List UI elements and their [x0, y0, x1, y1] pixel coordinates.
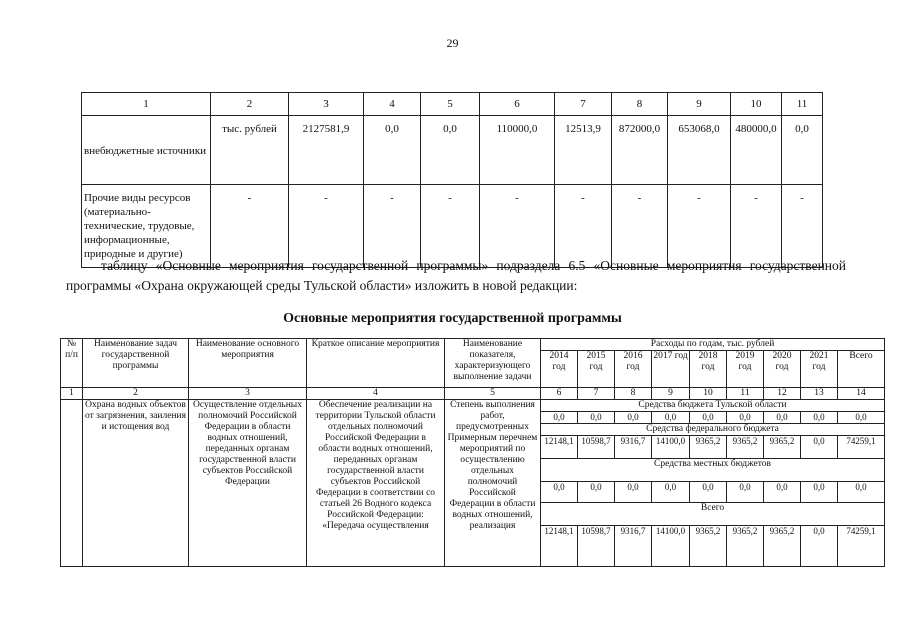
cell: 0,0: [364, 116, 421, 185]
cell: -: [668, 185, 731, 268]
value-cell: 74259,1: [838, 436, 885, 459]
budget-section-label: [61, 400, 885, 412]
year-header: 2016 год: [615, 351, 652, 388]
value-cell: 0,0: [652, 482, 690, 503]
value-cell: 9365,2: [764, 436, 801, 459]
value-cell: 0,0: [615, 412, 652, 424]
col-number: 11: [727, 388, 764, 400]
column-numbers-row: [61, 388, 885, 400]
year-header: 2014 год: [541, 351, 578, 388]
value-cell: 9365,2: [727, 526, 764, 567]
value-cell: 0,0: [541, 482, 578, 503]
section-title: Всего: [541, 503, 885, 526]
cell: 480000,0: [731, 116, 782, 185]
row-label: внебюджетные источники: [82, 116, 211, 185]
table-row: [82, 116, 823, 185]
value-cell: 9316,7: [615, 436, 652, 459]
year-header: 2019 год: [727, 351, 764, 388]
year-header: 2020 год: [764, 351, 801, 388]
cell: -: [782, 185, 823, 268]
value-cell: 10598,7: [578, 436, 615, 459]
col-number: 2: [83, 388, 189, 400]
instruction-paragraph: [66, 256, 846, 296]
cell: 110000,0: [480, 116, 555, 185]
col-number: 7: [578, 388, 615, 400]
value-cell: 0,0: [541, 412, 578, 424]
cell: 2127581,9: [289, 116, 364, 185]
col-number: 13: [801, 388, 838, 400]
value-cell: 0,0: [838, 482, 885, 503]
cell: -: [731, 185, 782, 268]
value-cell: 0,0: [578, 412, 615, 424]
section-title: Средства местных бюджетов: [541, 459, 885, 482]
header-cell: 6: [480, 93, 555, 116]
header-event: Наименование основного мероприятия: [189, 339, 307, 388]
header-cell: 10: [731, 93, 782, 116]
header-cell: 5: [421, 93, 480, 116]
cell: 653068,0: [668, 116, 731, 185]
value-cell: 0,0: [615, 482, 652, 503]
value-cell: 0,0: [690, 482, 727, 503]
value-cell: 0,0: [690, 412, 727, 424]
header-tasks: Наименование задач государственной программы: [83, 339, 189, 388]
col-number: 6: [541, 388, 578, 400]
cell: -: [364, 185, 421, 268]
value-cell: 9365,2: [764, 526, 801, 567]
header-cell: 4: [364, 93, 421, 116]
task-cell: Охрана водных объектов от загрязнения, заиления и истощения вод: [83, 400, 189, 567]
row-number: [61, 400, 83, 567]
cell: 0,0: [421, 116, 480, 185]
value-cell: 0,0: [764, 412, 801, 424]
value-cell: 14100,0: [652, 526, 690, 567]
col-number: 4: [307, 388, 445, 400]
description-cell: Обеспечение реализации на территории Тульской области отдельных полномочий Российской Федерации в области водных отношений, переданных органам государственной власти субъектов Российской Федерации в соответствии со статьей 26 Водного кодекса Российской Федерации: «Передача осуществления: [307, 400, 445, 567]
table-header-row: [82, 93, 823, 116]
main-events-table: [60, 338, 885, 567]
col-number: 14: [838, 388, 885, 400]
header-cell: 3: [289, 93, 364, 116]
cell: -: [612, 185, 668, 268]
value-cell: 74259,1: [838, 526, 885, 567]
table-header-row: [61, 339, 885, 351]
value-cell: 0,0: [727, 482, 764, 503]
value-cell: 9316,7: [615, 526, 652, 567]
header-desc: Краткое описание мероприятия: [307, 339, 445, 388]
col-number: 3: [189, 388, 307, 400]
section-title: Средства федерального бюджета: [541, 424, 885, 436]
cell: 0,0: [782, 116, 823, 185]
page-number: 29: [446, 36, 459, 50]
event-cell: Осуществление отдельных полномочий Российской Федерации в области водных отношений, переданных органам государственной власти субъектов Российской Федерации: [189, 400, 307, 567]
cell: тыс. рублей: [211, 116, 289, 185]
value-cell: 9365,2: [690, 526, 727, 567]
table-title: Основные мероприятия государственной программы: [283, 311, 622, 326]
header-cell: 8: [612, 93, 668, 116]
value-cell: 14100,0: [652, 436, 690, 459]
value-cell: 0,0: [727, 412, 764, 424]
row-label: Прочие виды ресурсов (материально-технические, трудовые, информационные, природные и другие): [82, 185, 211, 268]
year-header: 2018 год: [690, 351, 727, 388]
value-cell: 12148,1: [541, 526, 578, 567]
cell: -: [421, 185, 480, 268]
value-cell: 9365,2: [727, 436, 764, 459]
cell: -: [480, 185, 555, 268]
year-header: 2021 год: [801, 351, 838, 388]
indicator-cell: Степень выполнения работ, предусмотренных Примерным перечнем мероприятий по осуществлению отдельных полномочий Российской Федерации в области водных отношений, реализация: [445, 400, 541, 567]
header-cell: 9: [668, 93, 731, 116]
value-cell: 0,0: [764, 482, 801, 503]
cell: -: [211, 185, 289, 268]
cell: -: [289, 185, 364, 268]
header-expenses: Расходы по годам, тыс. рублей: [541, 339, 885, 351]
value-cell: 0,0: [578, 482, 615, 503]
value-cell: 0,0: [801, 412, 838, 424]
header-cell: 1: [82, 93, 211, 116]
year-header: 2015 год: [578, 351, 615, 388]
value-cell: 9365,2: [690, 436, 727, 459]
cell: 872000,0: [612, 116, 668, 185]
col-number: 1: [61, 388, 83, 400]
cell: 12513,9: [555, 116, 612, 185]
value-cell: 0,0: [801, 436, 838, 459]
value-cell: 12148,1: [541, 436, 578, 459]
col-number: 12: [764, 388, 801, 400]
year-header: 2017 год: [652, 351, 690, 388]
header-indicator: Наименование показателя, характеризующего выполнение задачи: [445, 339, 541, 388]
resources-table: [81, 92, 823, 268]
value-cell: 0,0: [801, 526, 838, 567]
value-cell: 0,0: [652, 412, 690, 424]
year-header: Всего: [838, 351, 885, 388]
value-cell: 10598,7: [578, 526, 615, 567]
paragraph-text: таблицу «Основные мероприятия государственной программы» подраздела 6.5 «Основные мероприятия государственной программы «Охрана окружающей среды Тульской области» изложить в новой редакции:: [66, 258, 846, 293]
header-no: № п/п: [61, 339, 83, 388]
section-title: Средства бюджета Тульской области: [541, 400, 885, 412]
value-cell: 0,0: [801, 482, 838, 503]
header-cell: 11: [782, 93, 823, 116]
col-number: 9: [652, 388, 690, 400]
col-number: 8: [615, 388, 652, 400]
value-cell: 0,0: [838, 412, 885, 424]
col-number: 5: [445, 388, 541, 400]
cell: -: [555, 185, 612, 268]
header-cell: 7: [555, 93, 612, 116]
header-cell: 2: [211, 93, 289, 116]
col-number: 10: [690, 388, 727, 400]
